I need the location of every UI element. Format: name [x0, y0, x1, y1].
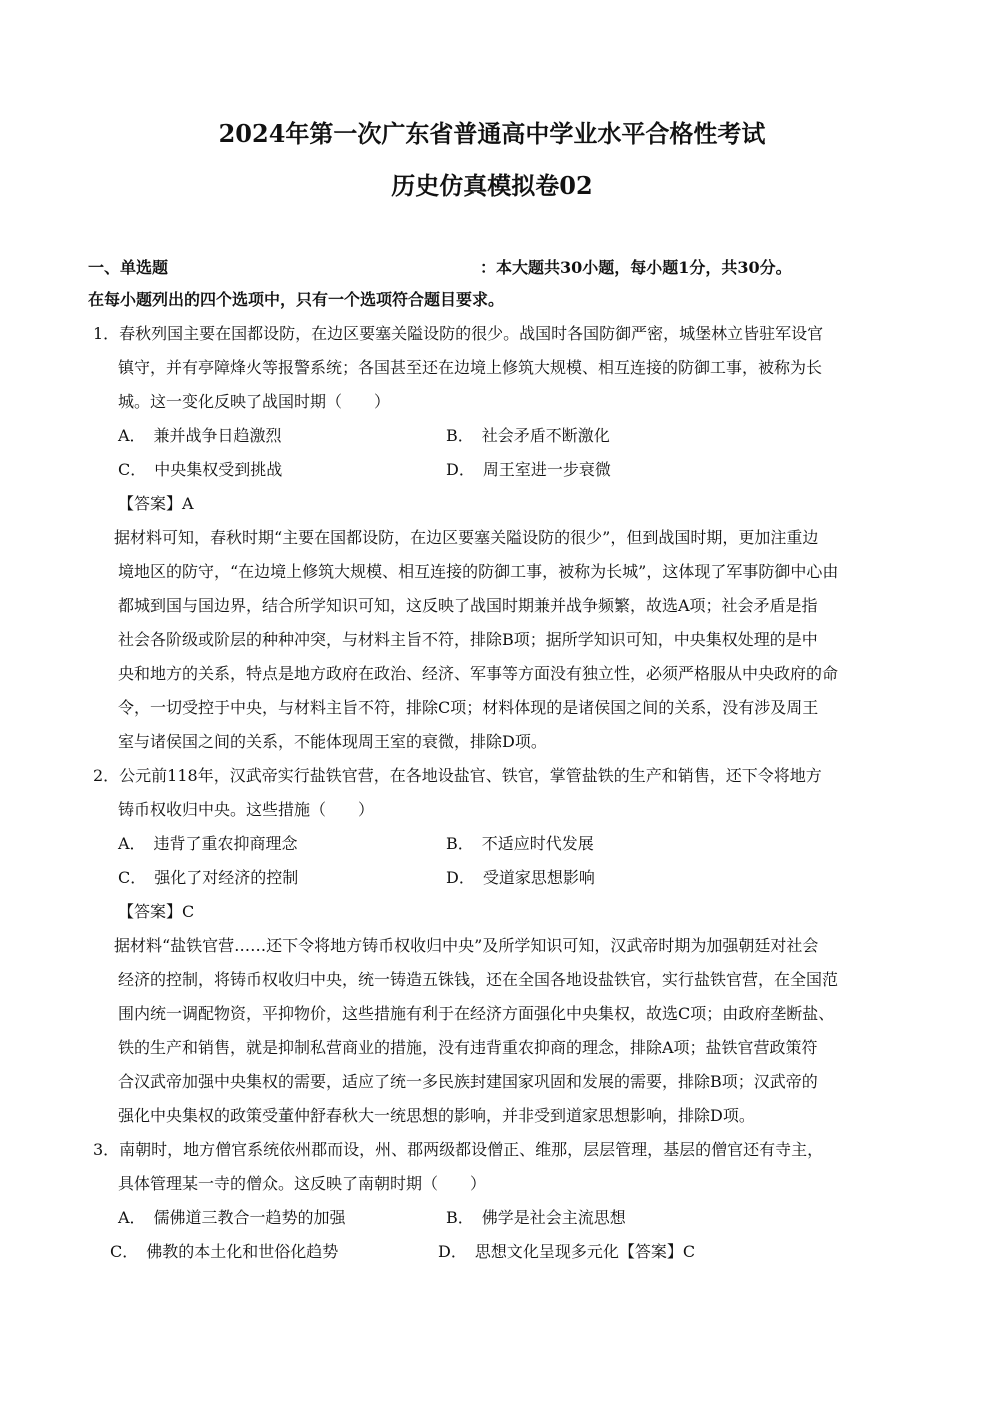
question-1-explanation-line-4: 社会各阶级或阶层的种种冲突，与材料主旨不符，排除B项；据所学知识可知，中央集权处理的是中 — [118, 630, 818, 649]
question-2-answer: 【答案】C — [118, 902, 195, 921]
question-2-explanation-line-1: 据材料“盐铁官营……还下令将地方铸币权收归中央”及所学知识可知，汉武帝时期为加强朝廷对社会 — [114, 936, 819, 955]
question-2-option-b: B． 不适应时代发展 — [446, 834, 594, 853]
page-subtitle: 历史仿真模拟卷02 — [391, 171, 593, 200]
question-3-option-b: B． 佛学是社会主流思想 — [446, 1208, 626, 1227]
question-1-answer: 【答案】A — [118, 494, 194, 513]
question-3-option-d: D． 思想文化呈现多元化【答案】C — [438, 1242, 696, 1261]
question-2-option-c: C． 强化了对经济的控制 — [118, 868, 299, 887]
question-1-option-d: D． 周王室进一步衰微 — [446, 460, 611, 479]
page-title: 2024年第一次广东省普通高中学业水平合格性考试 — [218, 119, 766, 148]
question-2-explanation-line-2: 经济的控制，将铸币权收归中央，统一铸造五铢钱，还在全国各地设盐铁官，实行盐铁官营，在全国范 — [118, 970, 839, 989]
question-1-option-c: C． 中央集权受到挑战 — [118, 460, 283, 479]
question-1-explanation-line-2: 境地区的防守，“在边境上修筑大规模、相互连接的防御工事，被称为长城”，这体现了军事防御中心由 — [118, 562, 839, 581]
question-1-stem-line-2: 镇守，并有亭障烽火等报警系统；各国甚至还在边境上修筑大规模、相互连接的防御工事，被称为长 — [118, 358, 823, 377]
question-1-stem-line-1: 1．春秋列国主要在国都设防，在边区要塞关隘设防的很少。战国时各国防御严密，城堡林立皆驻军设官 — [93, 324, 824, 343]
question-3-option-a: A． 儒佛道三教合一趋势的加强 — [118, 1208, 346, 1227]
question-1-explanation-line-1: 据材料可知，春秋时期“主要在国都设防，在边区要塞关隘设防的很少”，但到战国时期，更加注重边 — [114, 528, 819, 547]
question-1-explanation-line-6: 令，一切受控于中央，与材料主旨不符，排除C项；材料体现的是诸侯国之间的关系，没有涉及周王 — [118, 698, 819, 717]
question-3-stem-line-2: 具体管理某一寺的僧众。这反映了南朝时期（ ） — [118, 1174, 487, 1193]
section-instruction: 在每小题列出的四个选项中，只有一个选项符合题目要求。 — [88, 290, 505, 309]
question-1-explanation-line-3: 都城到国与国边界，结合所学知识可知，这反映了战国时期兼并战争频繁，故选A项；社会矛盾是指 — [118, 596, 818, 615]
question-3-option-c: C． 佛教的本土化和世俗化趋势 — [110, 1242, 339, 1261]
question-3-stem-line-1: 3．南朝时，地方僧官系统依州郡而设，州、郡两级都设僧正、维那，层层管理，基层的僧官还有寺主， — [93, 1140, 824, 1159]
question-1-stem-line-3: 城。这一变化反映了战国时期（ ） — [118, 392, 391, 411]
question-2-option-a: A． 违背了重农抑商理念 — [118, 834, 298, 853]
question-2-stem-line-2: 铸币权收归中央。这些措施（ ） — [118, 800, 375, 819]
question-1-option-b: B． 社会矛盾不断激化 — [446, 426, 610, 445]
question-2-stem-line-1: 2．公元前118年，汉武帝实行盐铁官营，在各地设盐官、铁官，掌管盐铁的生产和销售，还下令将地方 — [93, 766, 822, 785]
question-1-explanation-line-7: 室与诸侯国之间的关系，不能体现周王室的衰微，排除D项。 — [118, 732, 547, 751]
question-2-explanation-line-5: 合汉武帝加强中央集权的需要，适应了统一多民族封建国家巩固和发展的需要，排除B项；汉武帝的 — [118, 1072, 818, 1091]
question-2-explanation-line-3: 围内统一调配物资，平抑物价，这些措施有利于在经济方面强化中央集权，故选C项；由政府垄断盐、 — [118, 1004, 835, 1023]
question-1-option-a: A． 兼并战争日趋激烈 — [118, 426, 282, 445]
question-1-explanation-line-5: 央和地方的关系，特点是地方政府在政治、经济、军事等方面没有独立性，必须严格服从中央政府的命 — [118, 664, 839, 683]
section-label: 一、单选题 — [88, 258, 169, 277]
question-2-explanation-line-6: 强化中央集权的政策受董仲舒春秋大一统思想的影响，并非受到道家思想影响，排除D项。 — [118, 1106, 755, 1125]
question-2-option-d: D． 受道家思想影响 — [446, 868, 595, 887]
section-info: ：本大题共30小题，每小题1分，共30分。 — [480, 258, 792, 277]
question-2-explanation-line-4: 铁的生产和销售，就是抑制私营商业的措施，没有违背重农抑商的理念，排除A项；盐铁官营政策符 — [118, 1038, 818, 1057]
